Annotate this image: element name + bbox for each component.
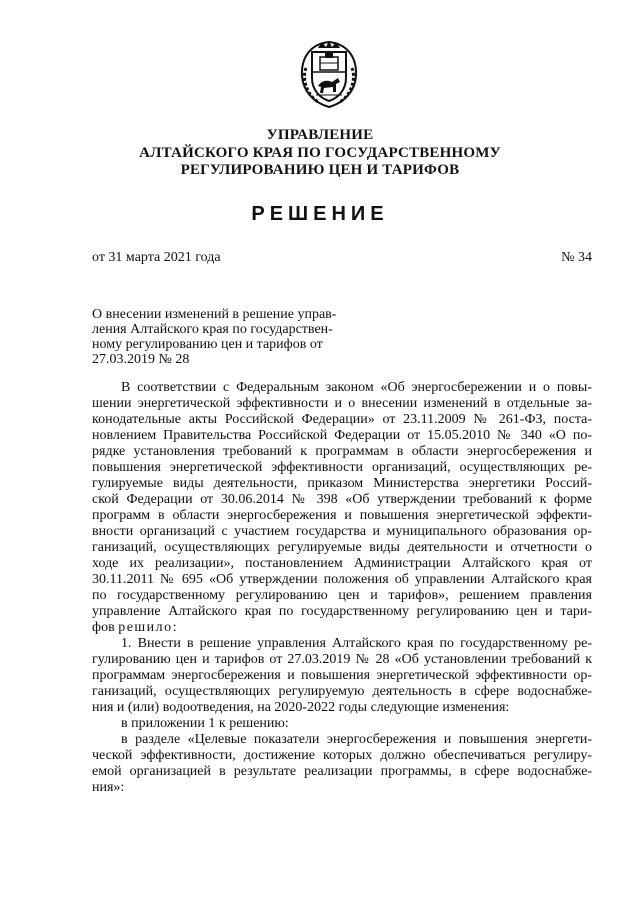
subject-line: ления Алтайского края по государствен-: [92, 322, 333, 337]
body-line: емой организацией в результате реализации программы, в сфере водоснабже-: [92, 764, 592, 779]
body-line: гулируемые виды деятельности, приказом Министерства энергетики Россий-: [92, 476, 592, 491]
body-line: [92, 620, 592, 636]
altai-krai-coat-of-arms-icon: [296, 38, 362, 110]
body-text: фов: [92, 620, 115, 635]
body-line: новлением Правительства Российской Федерации от 15.05.2010 № 340 «О по-: [92, 428, 592, 443]
body-line: ской Федерации от 30.06.2014 № 398 «Об утверждении требований к форме: [92, 492, 592, 507]
body-line: ческой эффективности, достижение которых должно обеспечиваться регулиру-: [92, 748, 592, 763]
body-line: рядке установления требований к программам в области энергосбережения и: [92, 444, 592, 459]
body-line: по государственному регулированию цен и тарифов», решением правления: [92, 588, 592, 603]
body-line: управление Алтайского края по государственному регулированию цен и тари-: [92, 604, 592, 619]
body-line: шении энергетической эффективности и о внесении изменений в отдельные за-: [92, 396, 592, 411]
subject-line: 27.03.2019 № 28: [92, 352, 190, 367]
body-line: 1. Внести в решение управления Алтайского края по государственному ре-: [121, 636, 592, 651]
document-date: от 31 марта 2021 года: [92, 250, 221, 265]
document-body: [92, 380, 592, 796]
body-line: в разделе «Целевые показатели энергосбережения и повышения энергети-: [121, 732, 592, 747]
decided-word: решило: [118, 620, 173, 635]
subject-line: О внесении изменений в решение управ-: [92, 307, 337, 322]
body-line: конодательные акты Российской Федерации» от 23.11.2009 № 261-ФЗ, поста-: [92, 412, 592, 427]
subject-line: ному регулированию цен и тарифов от: [92, 337, 323, 352]
body-line: программ в области энергосбережения и повышения энергетической эффекти-: [92, 508, 592, 523]
document-subject: [92, 307, 360, 367]
body-line: ния»:: [92, 780, 125, 795]
document-type-title: РЕШЕНИЕ: [251, 203, 389, 225]
org-name-line-1: УПРАВЛЕНИЕ: [266, 127, 374, 143]
body-line: программам энергосбережения и повышения энергетической эффективности ор-: [92, 668, 592, 683]
body-line: ганизаций, осуществляющих регулируемые виды деятельности и отчетности о: [92, 540, 592, 555]
body-line: гулированию цен и тарифов от 27.03.2019 № 28 «Об установлении требований к: [92, 652, 592, 667]
body-line: ходе их реализации», постановлением Администрации Алтайского края от: [92, 556, 592, 571]
body-line: 30.11.2011 № 695 «Об утверждении положения об управлении Алтайского края: [92, 572, 592, 587]
org-name-line-2: АЛТАЙСКОГО КРАЯ ПО ГОСУДАРСТВЕННОМУ: [139, 145, 501, 161]
org-name-line-3: РЕГУЛИРОВАНИЮ ЦЕН И ТАРИФОВ: [180, 162, 460, 178]
body-text: :: [172, 620, 177, 635]
body-line: в приложении 1 к решению:: [121, 716, 289, 731]
document-number: № 34: [561, 250, 592, 265]
body-line: повышения энергетической эффективности организаций, осуществляющих ре-: [92, 460, 592, 475]
body-line: В соответствии с Федеральным законом «Об энергосбережении и о повы-: [121, 380, 592, 395]
body-line: вности организаций с участием государства и муниципального образования ор-: [92, 524, 592, 539]
body-line: ганизаций, осуществляющих регулируемую деятельность в сфере водоснабже-: [92, 684, 592, 699]
body-line: ния и (или) водоотведения, на 2020-2022 годы следующие изменения:: [92, 700, 510, 715]
